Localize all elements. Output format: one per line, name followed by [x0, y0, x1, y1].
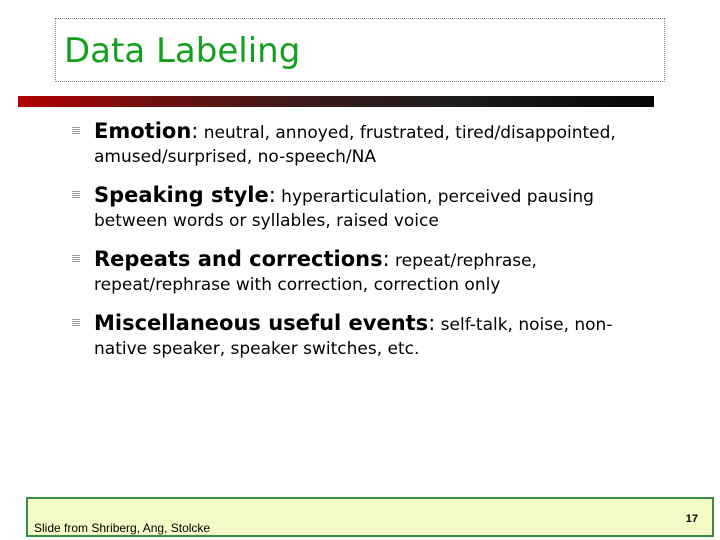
slide-number: 17 — [685, 513, 698, 525]
bullet-colon: : — [428, 311, 436, 335]
bullet-item-emotion — [68, 118, 688, 168]
bullet-item-miscellaneous-events — [68, 310, 688, 360]
bullet-lead-text: self-talk, noise, non- — [435, 315, 613, 335]
bullet-lead-text: neutral, annoyed, frustrated, tired/disappointed, — [198, 123, 616, 143]
bullet-continuation-text: native speaker, speaker switches, etc. — [94, 339, 420, 359]
footer-bar — [26, 497, 714, 537]
bullet-item-repeats-corrections — [68, 246, 688, 296]
footer-credit: Slide from Shriberg, Ang, Stolcke — [34, 521, 211, 535]
bullet-item-speaking-style — [68, 182, 688, 232]
striped-square-bullet-icon — [72, 191, 80, 198]
title-box — [55, 18, 665, 82]
bullet-term: Speaking style — [94, 183, 269, 207]
bullet-first-line — [94, 118, 688, 146]
bullet-first-line — [94, 182, 688, 210]
striped-square-bullet-icon — [72, 255, 80, 262]
bullet-continuation-text: amused/surprised, no-speech/NA — [94, 147, 377, 167]
bullet-term: Repeats and corrections — [94, 247, 383, 271]
title-underline-bar — [18, 96, 654, 107]
bullet-colon: : — [268, 183, 276, 207]
bullet-lead-text: hyperarticulation, perceived pausing — [275, 187, 594, 207]
striped-square-bullet-icon — [72, 127, 80, 134]
bullet-lead-text: repeat/rephrase, — [389, 251, 537, 271]
bullet-colon: : — [191, 119, 199, 143]
bullet-term: Emotion — [94, 119, 192, 143]
bullet-term: Miscellaneous useful events — [94, 311, 429, 335]
bullet-first-line — [94, 246, 688, 274]
bullet-continuation-text: repeat/rephrase with correction, correction only — [94, 275, 501, 295]
bullet-continuation-text: between words or syllables, raised voice — [94, 211, 439, 231]
striped-square-bullet-icon — [72, 319, 80, 326]
bullet-list — [68, 118, 688, 374]
bullet-first-line — [94, 310, 688, 338]
bullet-colon: : — [382, 247, 390, 271]
slide-title: Data Labeling — [64, 31, 301, 71]
